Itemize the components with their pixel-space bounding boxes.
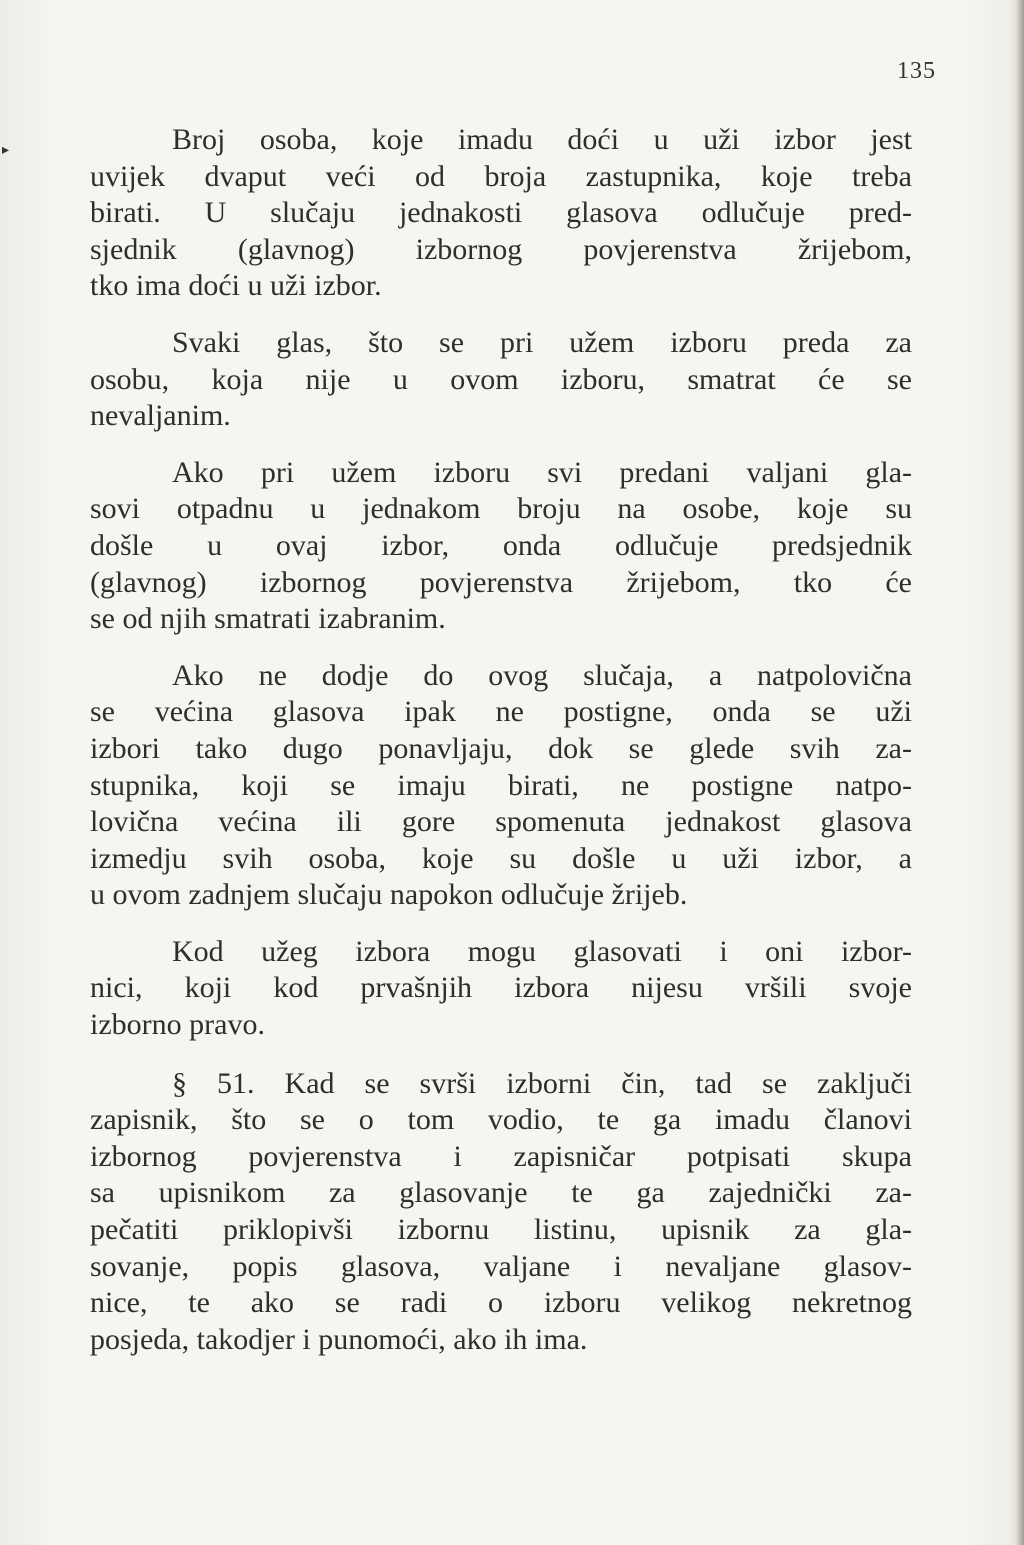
text-line: se većina glasova ipak ne postigne, onda se uži: [90, 695, 912, 729]
text-line: u ovom zadnjem slučaju napokon odlučuje žrijeb.: [90, 878, 688, 912]
text-line: nice, te ako se radi o izboru velikog nekretnog: [90, 1286, 912, 1320]
paragraph: [90, 934, 912, 1044]
text-line: izbornog povjerenstva i zapisničar potpisati skupa: [90, 1139, 912, 1173]
text-line: nevaljanim.: [90, 399, 231, 433]
text-line: došle u ovaj izbor, onda odlučuje predsjednik: [90, 528, 912, 562]
text-line: sa upisnikom za glasovanje te ga zajednički za-: [90, 1176, 912, 1210]
text-line: uvijek dvaput veći od broja zastupnika, koje treba: [90, 159, 912, 193]
text-line: izborno pravo.: [90, 1008, 265, 1042]
text-line: sjednik (glavnog) izbornog povjerenstva žrijebom,: [90, 232, 912, 266]
text-line: sovi otpadnu u jednakom broju na osobe, koje su: [90, 492, 912, 526]
text-line: (glavnog) izbornog povjerenstva žrijebom, tko će: [90, 565, 912, 599]
text-line: birati. U slučaju jednakosti glasova odlučuje pred-: [90, 196, 912, 230]
body-text: [90, 122, 912, 1358]
paragraph: [90, 1066, 912, 1359]
text-line: sovanje, popis glasova, valjane i nevaljane glasov-: [90, 1249, 912, 1283]
text-line: zapisnik, što se o tom vodio, te ga imadu članovi: [90, 1103, 912, 1137]
text-line: Ako ne dodje do ovog slučaja, a natpolovična: [172, 658, 912, 692]
text-line: pečatiti priklopivši izbornu listinu, upisnik za gla-: [90, 1213, 912, 1247]
text-line: nici, koji kod prvašnjih izbora nijesu vršili svoje: [90, 971, 912, 1005]
text-line: izbori tako dugo ponavljaju, dok se glede svih za-: [90, 731, 912, 765]
text-line: lovična većina ili gore spomenuta jednakost glasova: [90, 805, 912, 839]
margin-mark: ▸: [2, 143, 10, 158]
text-line: Ako pri užem izboru svi predani valjani gla-: [172, 455, 912, 489]
page-edge-shadow: [1016, 0, 1024, 1545]
text-line: Broj osoba, koje imadu doći u uži izbor jest: [172, 123, 912, 156]
text-line: posjeda, takodjer i punomoći, ako ih ima.: [90, 1322, 588, 1356]
paragraph: [90, 455, 912, 638]
text-line: tko ima doći u uži izbor.: [90, 269, 382, 303]
text-line: Kod užeg izbora mogu glasovati i oni izbor-: [172, 934, 912, 968]
text-line: Svaki glas, što se pri užem izboru preda za: [172, 325, 912, 359]
paragraph: [90, 122, 912, 305]
text-line: § 51. Kad se svrši izborni čin, tad se zaključi: [172, 1066, 912, 1100]
text-line: se od njih smatrati izabranim.: [90, 602, 446, 636]
paragraph: [90, 325, 912, 435]
text-line: izmedju svih osoba, koje su došle u uži izbor, a: [90, 841, 912, 875]
page-number: 135: [897, 58, 936, 84]
text-line: stupnika, koji se imaju birati, ne postigne natpo-: [90, 768, 912, 802]
text-line: osobu, koja nije u ovom izboru, smatrat će se: [90, 362, 912, 396]
paragraph: [90, 658, 912, 914]
